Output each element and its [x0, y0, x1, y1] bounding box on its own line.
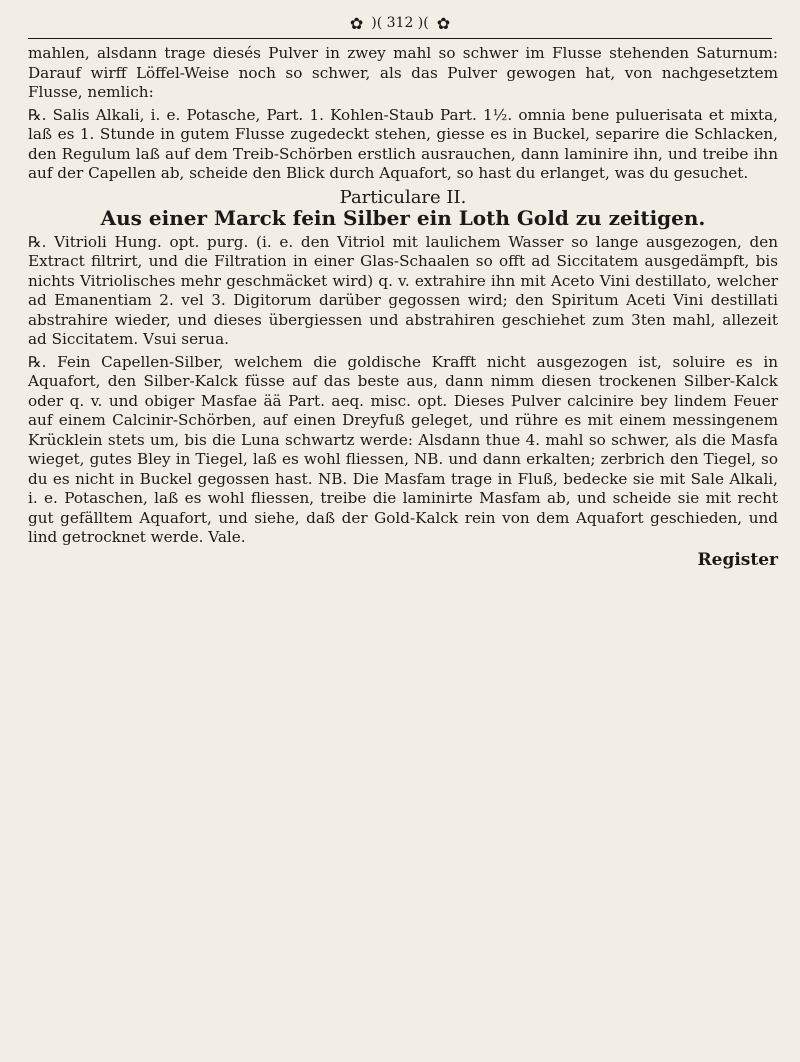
paragraph-2: ℞. Salis Alkali, i. e. Potasche, Part. 1. Kohlen-Staub Part. 1½. omnia bene puluerisata et mixta, laß es 1. Stunde in gutem Flusse zugedeckt stehen, giesse es in Buckel, separire die Schlacken, den Regulum laß auf dem Treib-Schörben erstlich ausrauchen, dann laminire ihn, und treibe ihn auf der Capellen ab, scheide den Blick durch Aquafort, so hast du erlanget, was du gesuchet.: [28, 105, 778, 182]
page-body: [28, 44, 778, 570]
section-subheading: Particulare II.: [339, 186, 467, 208]
section-heading: Aus einer Marck fein Silber ein Loth Gold zu zeitigen.: [100, 206, 706, 230]
ornament-left-icon: ✿: [349, 13, 364, 33]
paragraph-1: mahlen, alsdann trage diesés Pulver in zwey mahl so schwer im Flusse stehenden Saturnum: Darauf wirff Löffel-Weise noch so schwer, als das Pulver gewogen hat, von nachgesetztem Flusse, nemlich:: [28, 44, 778, 101]
header-rule: [28, 38, 772, 39]
paragraph-3: ℞. Vitrioli Hung. opt. purg. (i. e. den Vitriol mit laulichem Wasser so lange ausgezogen, den Extract filtrirt, und die Filtration in einer Glas-Schaalen so offt ad Siccitatem ausgedämpft, bis nichts Vitriolisches mehr geschmäcket wird) q. v. extrahire ihn mit Aceto Vini destillato, welcher ad Emanentiam 2. vel 3. Digitorum darüber gegossen wird; den Spiritum Aceti Vini destillati abstrahire wieder, und dieses übergiessen und abstrahiren geschiehet zum 3ten mahl, allezeit ad Siccitatem. Vsui serua.: [28, 232, 778, 348]
page-header: [0, 10, 800, 36]
ornament-right-icon: ✿: [436, 13, 451, 33]
page-number: )( 312 )(: [371, 15, 429, 31]
catchword: Register: [697, 549, 778, 570]
paragraph-4: ℞. Fein Capellen-Silber, welchem die goldische Krafft nicht ausgezogen ist, soluire es in Aquafort, den Silber-Kalck füsse auf das beste aus, dann nimm diesen trockenen Silber-Kalck oder q. v. und obiger Masfae ää Part. aeq. misc. opt. Dieses Pulver calcinire bey lindem Feuer auf einem Calcinir-Schörben, auf einen Dreyfuß geleget, und rühre es mit einem messingenem Krücklein stets um, bis die Luna schwartz werde: Alsdann thue 4. mahl so schwer, als die Masfa wieget, gutes Bley in Tiegel, laß es wohl fliessen, NB. und dann erkalten; zerbrich den Tiegel, so du es nicht in Buckel gegossen hast. NB. Die Masfam trage in Fluß, bedecke sie mit Sale Alkali, i. e. Potaschen, laß es wohl fliessen, treibe die laminirte Masfam ab, und scheide sie mit recht gut gefälltem Aquafort, und siehe, daß der Gold-Kalck rein von dem Aquafort geschieden, und lind getrocknet werde. Vale.: [28, 352, 778, 546]
